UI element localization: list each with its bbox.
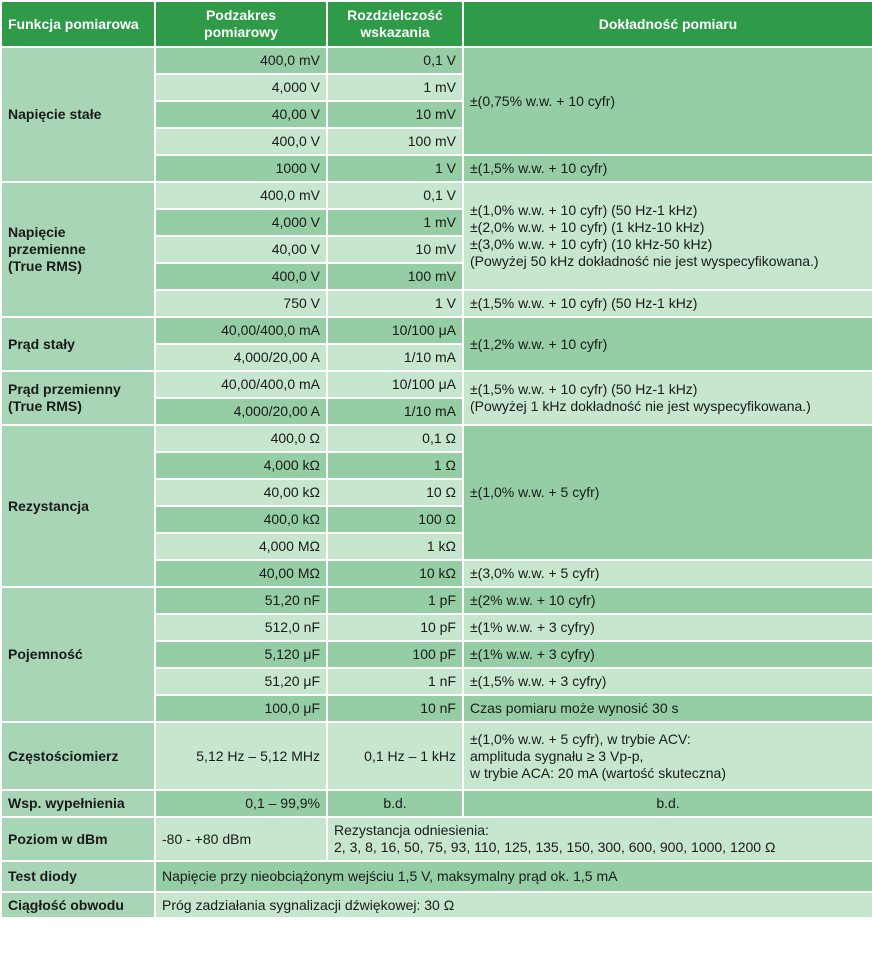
accuracy-cell: ±(1,2% w.w. + 10 cyfr)	[463, 317, 872, 371]
accuracy-cell: ±(0,75% w.w. + 10 cyfr)	[463, 47, 872, 155]
resolution-cell: 10/100 μA	[327, 317, 463, 344]
function-duty-cycle: Wsp. wypełnienia	[1, 790, 155, 817]
resolution-cell: 100 mV	[327, 128, 463, 155]
table-row	[1, 587, 872, 614]
range-cell: 400,0 mV	[155, 47, 327, 74]
accuracy-cell: ±(1% w.w. + 3 cyfry)	[463, 614, 872, 641]
accuracy-cell: ±(1,0% w.w. + 5 cyfr), w trybie ACV: amplituda sygnału ≥ 3 Vp-p, w trybie ACA: 20 mA (wartość skuteczna)	[463, 722, 872, 790]
function-frequency: Częstościomierz	[1, 722, 155, 790]
accuracy-cell: ±(3,0% w.w. + 5 cyfr)	[463, 560, 872, 587]
header-accuracy: Dokładność pomiaru	[463, 1, 872, 47]
resolution-cell: 10 Ω	[327, 479, 463, 506]
resolution-cell: 0,1 Hz – 1 kHz	[327, 722, 463, 790]
range-cell: 4,000 MΩ	[155, 533, 327, 560]
accuracy-cell: ±(1,5% w.w. + 10 cyfr)	[463, 155, 872, 182]
header-row	[1, 1, 872, 47]
resolution-cell: 10 mV	[327, 236, 463, 263]
range-cell: 51,20 μF	[155, 668, 327, 695]
resolution-cell: 1 mV	[327, 74, 463, 101]
header-subrange: Podzakres pomiarowy	[155, 1, 327, 47]
table-row	[1, 722, 872, 790]
table-row	[1, 182, 872, 209]
range-cell: 400,0 V	[155, 128, 327, 155]
range-cell: 512,0 nF	[155, 614, 327, 641]
range-cell: 4,000 kΩ	[155, 452, 327, 479]
accuracy-cell: Czas pomiaru może wynosić 30 s	[463, 695, 872, 722]
range-cell: 40,00 V	[155, 236, 327, 263]
table-row	[1, 861, 872, 892]
resolution-cell: 10 kΩ	[327, 560, 463, 587]
resolution-cell: 1 nF	[327, 668, 463, 695]
resolution-cell: 1 kΩ	[327, 533, 463, 560]
resolution-cell: 0,1 V	[327, 47, 463, 74]
accuracy-cell: b.d.	[463, 790, 872, 817]
range-cell: 4,000 V	[155, 209, 327, 236]
function-dc-voltage: Napięcie stałe	[1, 47, 155, 182]
resolution-cell: 1 V	[327, 290, 463, 317]
table-row	[1, 817, 872, 861]
resolution-cell: 1 pF	[327, 587, 463, 614]
range-cell: 400,0 Ω	[155, 425, 327, 452]
resolution-cell: 0,1 V	[327, 182, 463, 209]
range-cell: 4,000/20,00 A	[155, 398, 327, 425]
function-continuity: Ciągłość obwodu	[1, 892, 155, 918]
resolution-cell: 100 mV	[327, 263, 463, 290]
accuracy-cell: ±(1,0% w.w. + 5 cyfr)	[463, 425, 872, 560]
function-ac-voltage: Napięcie przemienne (True RMS)	[1, 182, 155, 317]
resolution-cell: 0,1 Ω	[327, 425, 463, 452]
accuracy-cell: Rezystancja odniesienia: 2, 3, 8, 16, 50, 75, 93, 110, 125, 135, 150, 300, 600, 900, 1000, 1200 Ω	[327, 817, 872, 861]
resolution-cell: 100 pF	[327, 641, 463, 668]
function-dc-current: Prąd stały	[1, 317, 155, 371]
accuracy-cell: ±(1,5% w.w. + 3 cyfry)	[463, 668, 872, 695]
function-ac-current: Prąd przemienny (True RMS)	[1, 371, 155, 425]
description-cell: Próg zadziałania sygnalizacji dźwiękowej: 30 Ω	[155, 892, 872, 918]
accuracy-cell: ±(1,0% w.w. + 10 cyfr) (50 Hz-1 kHz) ±(2,0% w.w. + 10 cyfr) (1 kHz-10 kHz) ±(3,0% w.w. + 10 cyfr) (10 kHz-50 kHz) (Powyżej 50 kHz dokładność nie jest wyspecyfikowana.)	[463, 182, 872, 290]
range-cell: 4,000/20,00 A	[155, 344, 327, 371]
range-cell: 40,00 kΩ	[155, 479, 327, 506]
resolution-cell: 10 mV	[327, 101, 463, 128]
table-row	[1, 317, 872, 344]
resolution-cell: b.d.	[327, 790, 463, 817]
range-cell: 1000 V	[155, 155, 327, 182]
range-cell: 40,00 V	[155, 101, 327, 128]
resolution-cell: 10 pF	[327, 614, 463, 641]
resolution-cell: 10 nF	[327, 695, 463, 722]
resolution-cell: 10/100 μA	[327, 371, 463, 398]
range-cell: 5,12 Hz – 5,12 MHz	[155, 722, 327, 790]
resolution-cell: 1 V	[327, 155, 463, 182]
description-cell: Napięcie przy nieobciążonym wejściu 1,5 V, maksymalny prąd ok. 1,5 mA	[155, 861, 872, 892]
resolution-cell: 1 mV	[327, 209, 463, 236]
accuracy-cell: ±(1,5% w.w. + 10 cyfr) (50 Hz-1 kHz)	[463, 290, 872, 317]
range-cell: 400,0 V	[155, 263, 327, 290]
range-cell: 0,1 – 99,9%	[155, 790, 327, 817]
table-row	[1, 425, 872, 452]
function-diode-test: Test diody	[1, 861, 155, 892]
accuracy-cell: ±(1% w.w. + 3 cyfry)	[463, 641, 872, 668]
function-resistance: Rezystancja	[1, 425, 155, 587]
resolution-cell: 1 Ω	[327, 452, 463, 479]
resolution-cell: 1/10 mA	[327, 398, 463, 425]
table-row	[1, 371, 872, 398]
resolution-cell: 100 Ω	[327, 506, 463, 533]
range-cell: 4,000 V	[155, 74, 327, 101]
range-cell: 400,0 kΩ	[155, 506, 327, 533]
range-cell: 100,0 μF	[155, 695, 327, 722]
function-capacitance: Pojemność	[1, 587, 155, 722]
range-cell: 40,00/400,0 mA	[155, 371, 327, 398]
range-cell: 40,00 MΩ	[155, 560, 327, 587]
range-cell: -80 - +80 dBm	[155, 817, 327, 861]
range-cell: 400,0 mV	[155, 182, 327, 209]
resolution-cell: 1/10 mA	[327, 344, 463, 371]
header-resolution: Rozdzielczość wskazania	[327, 1, 463, 47]
table-row	[1, 892, 872, 918]
table-row	[1, 47, 872, 74]
range-cell: 51,20 nF	[155, 587, 327, 614]
function-dbm: Poziom w dBm	[1, 817, 155, 861]
table-row	[1, 790, 872, 817]
accuracy-cell: ±(1,5% w.w. + 10 cyfr) (50 Hz-1 kHz) (Powyżej 1 kHz dokładność nie jest wyspecyfikowana.)	[463, 371, 872, 425]
range-cell: 750 V	[155, 290, 327, 317]
range-cell: 40,00/400,0 mA	[155, 317, 327, 344]
range-cell: 5,120 μF	[155, 641, 327, 668]
header-function: Funkcja pomiarowa	[1, 1, 155, 47]
accuracy-cell: ±(2% w.w. + 10 cyfr)	[463, 587, 872, 614]
